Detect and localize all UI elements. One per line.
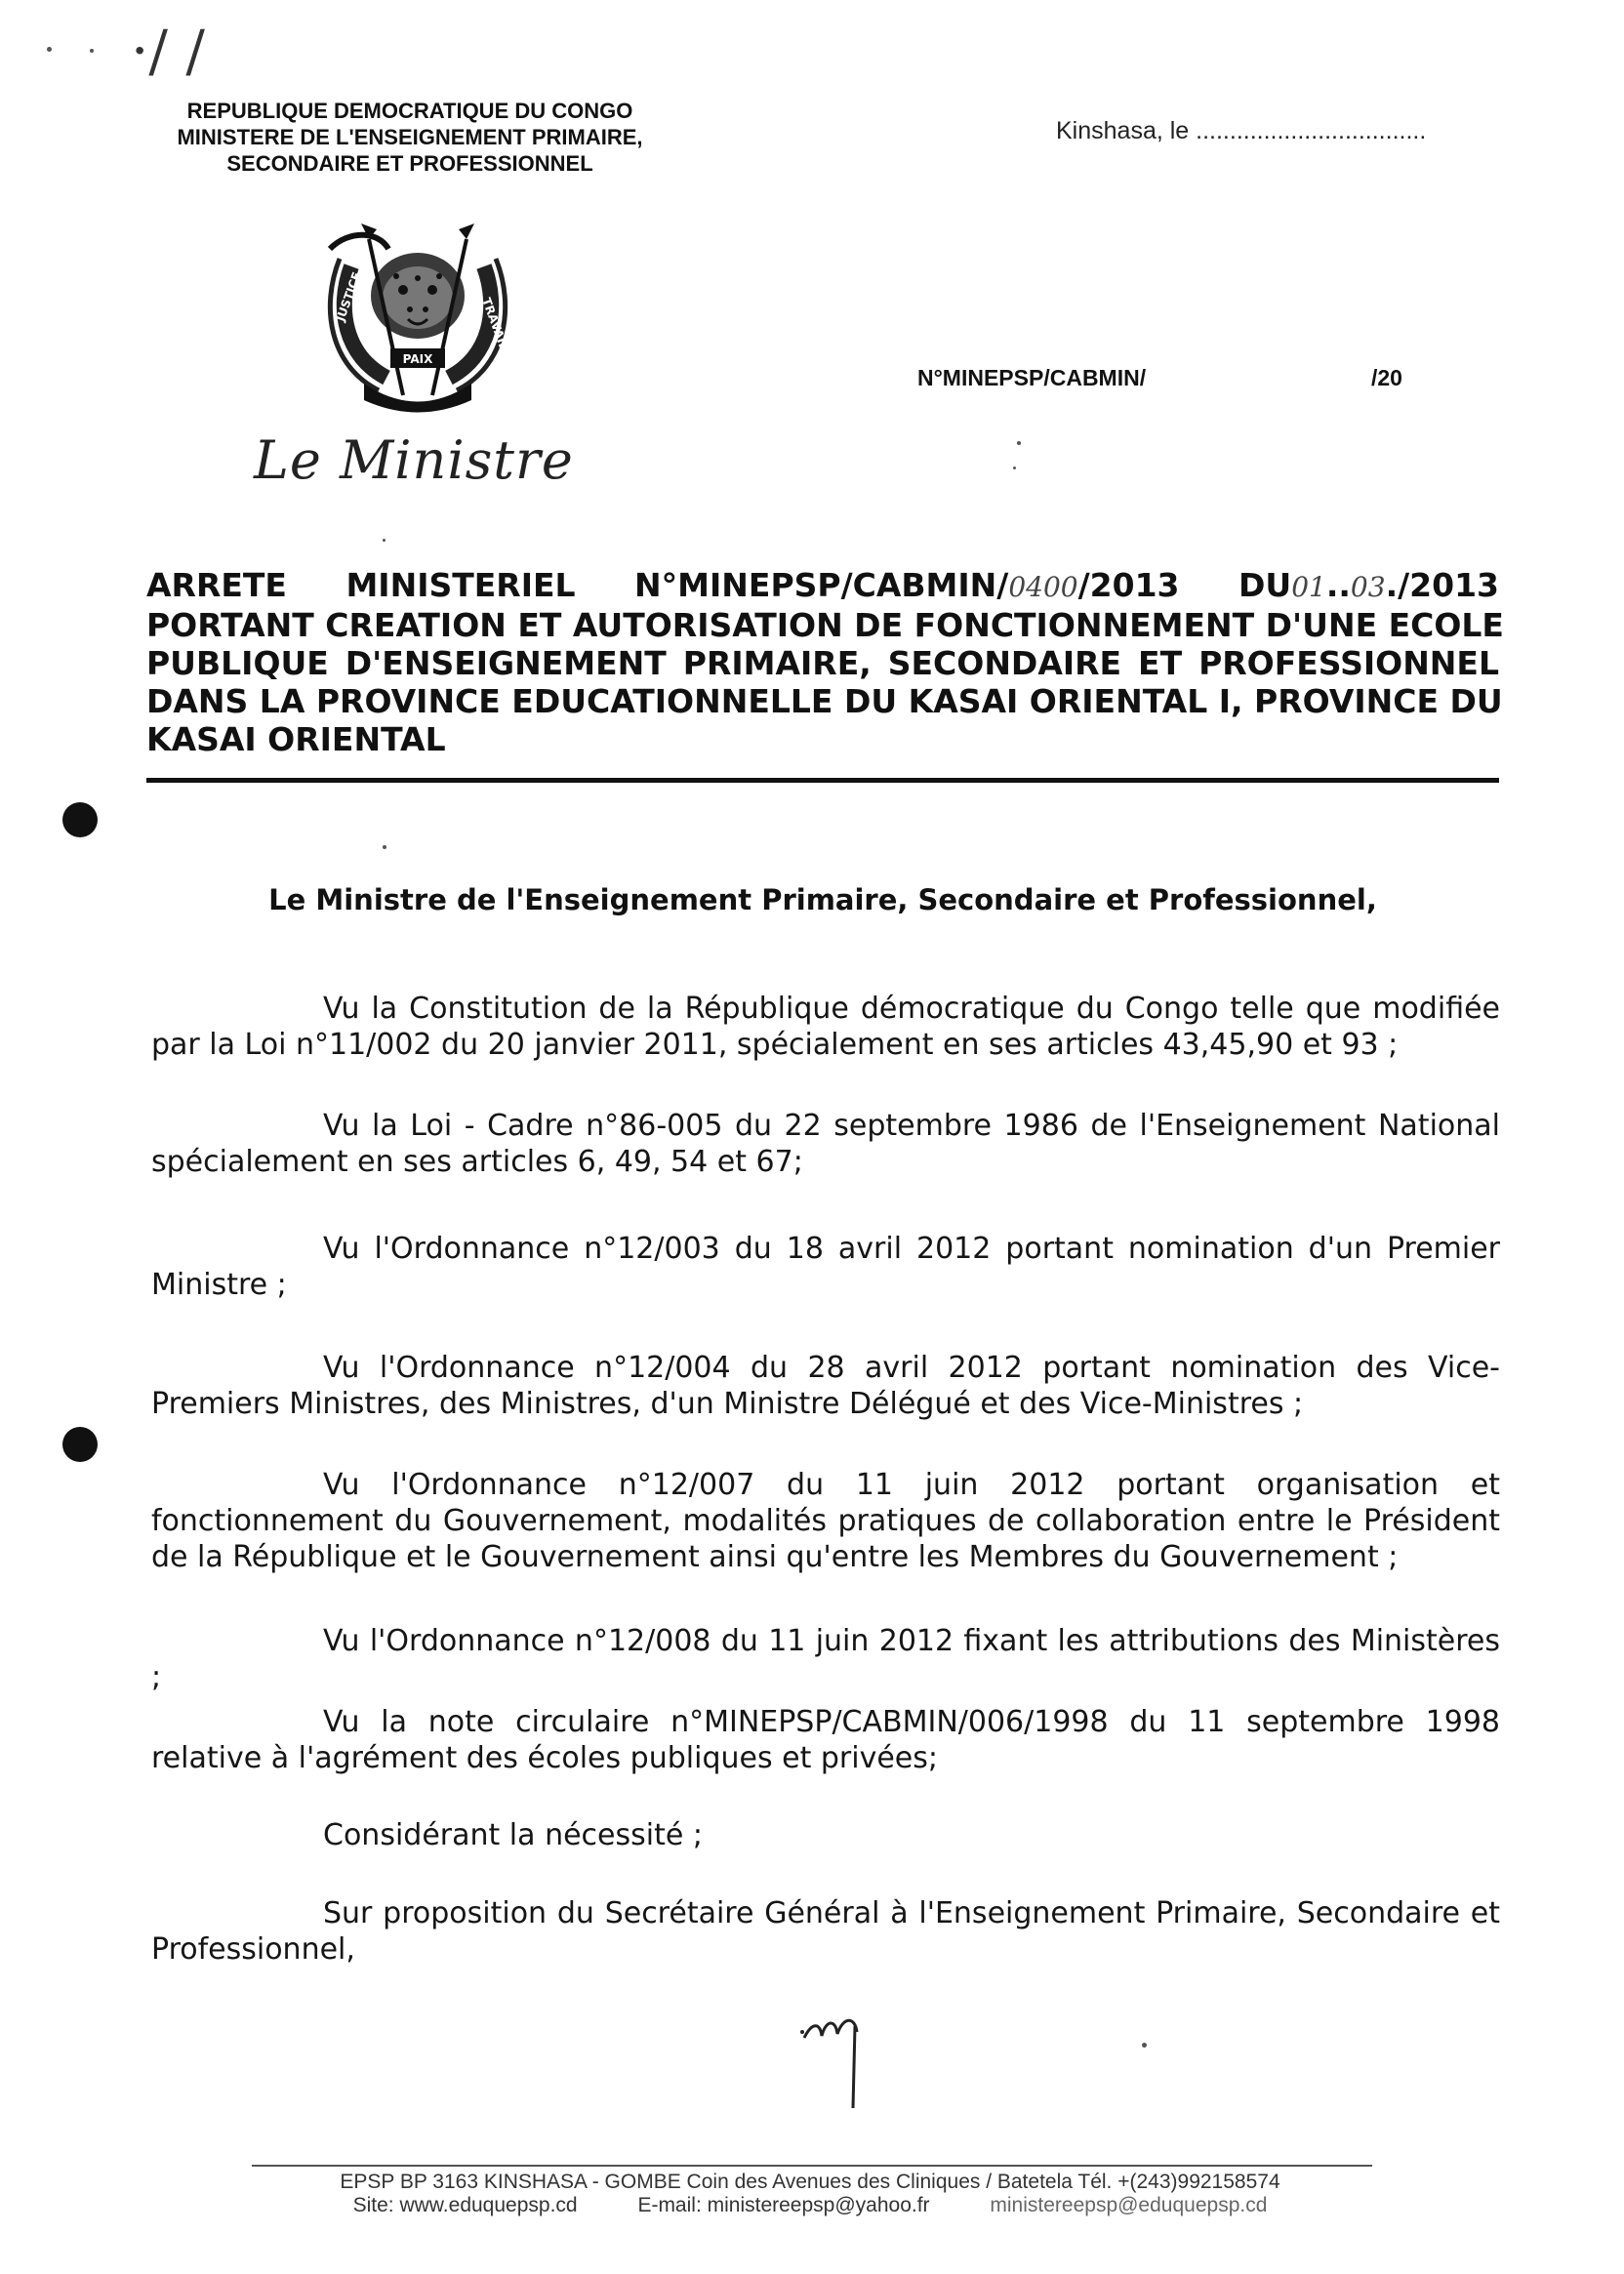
paragraph-7: Vu la note circulaire n°MINEPSP/CABMIN/006/1998 du 11 septembre 1998 relative à l'agrément des écoles publiques et privées; — [151, 1705, 1500, 1775]
footer-divider — [252, 2165, 1372, 2167]
signatory-title: Le Ministre — [254, 429, 574, 491]
ministry-header — [117, 98, 703, 177]
place-date: Kinshasa, le .................................. — [1056, 117, 1427, 144]
handwritten-day: 01 — [1291, 571, 1326, 603]
scan-speck — [47, 47, 52, 52]
scan-speck — [90, 49, 94, 53]
decree-title-line-5: KASAI ORIENTAL — [146, 720, 446, 758]
scan-speck — [383, 845, 386, 849]
corner-mark: ·/ / — [131, 18, 205, 84]
decree-title-line-2: PORTANT CREATION ET AUTORISATION DE FONCTIONNEMENT D'UNE ECOLE — [146, 606, 1504, 644]
coat-of-arms-icon — [310, 220, 525, 425]
paragraph-1: Vu la Constitution de la République démocratique du Congo telle que modifiée par la Loi n°11/002 du 20 janvier 2011, spécialement en ses articles 43,45,90 et 93 ; — [151, 992, 1500, 1062]
decree-title-line-1: ARRETE MINISTERIEL N°MINEPSP/CABMIN/0400/2013 DU01..03./2013 — [146, 566, 1499, 604]
decree-title-line-3: PUBLIQUE D'ENSEIGNEMENT PRIMAIRE, SECONDAIRE ET PROFESSIONNEL — [146, 644, 1499, 682]
reference-number: N°MINEPSP/CABMIN/ — [917, 365, 1147, 390]
motto-center: PAIX — [402, 352, 433, 366]
paragraph-4: Vu l'Ordonnance n°12/004 du 28 avril 2012 portant nomination des Vice-Premiers Ministres, des Ministres, d'un Ministre Délégué et des Vice-Ministres ; — [151, 1351, 1500, 1421]
scan-speck — [383, 539, 386, 542]
paragraph-8: Considérant la nécessité ; — [323, 1818, 703, 1852]
title-divider — [146, 778, 1499, 783]
punch-hole — [62, 802, 98, 837]
scan-speck — [1017, 441, 1021, 445]
ministry-line-2: SECONDAIRE ET PROFESSIONNEL — [226, 151, 593, 176]
footer-address: EPSP BP 3163 KINSHASA - GOMBE Coin des Avenues des Cliniques / Batetela Tél. +(243)992158574 — [340, 2171, 1280, 2193]
decree-title — [146, 566, 1504, 758]
reference-year: /20 — [1371, 365, 1402, 390]
paragraph-2: Vu la Loi - Cadre n°86-005 du 22 septembre 1986 de l'Enseignement National spécialement en ses articles 6, 49, 54 et 67; — [151, 1109, 1500, 1179]
paragraph-3: Vu l'Ordonnance n°12/003 du 18 avril 2012 portant nomination d'un Premier Ministre ; — [151, 1232, 1500, 1302]
punch-hole — [62, 1427, 98, 1462]
footer — [195, 2171, 1425, 2217]
footer-email-2: ministereepsp@eduquepsp.cd — [990, 2194, 1268, 2216]
decree-title-line-4: DANS LA PROVINCE EDUCATIONNELLE DU KASAI ORIENTAL I, PROVINCE DU — [146, 682, 1503, 720]
intro-line: Le Ministre de l'Enseignement Primaire, Secondaire et Professionnel, — [268, 883, 1377, 916]
paragraph-9: Sur proposition du Secrétaire Général à l'Enseignement Primaire, Secondaire et Professionnel, — [151, 1896, 1500, 1967]
handwritten-number: 0400 — [1008, 571, 1078, 603]
handwritten-initials — [798, 2003, 876, 2110]
footer-email: E-mail: ministereepsp@yahoo.fr — [637, 2194, 930, 2216]
paragraph-5: Vu l'Ordonnance n°12/007 du 11 juin 2012 portant organisation et fonctionnement du Gouvernement, modalités pratiques de collaboration entre le Président de la République et le Gouvernement ainsi qu'entre les Membres du Gouvernement ; — [151, 1468, 1500, 1574]
paragraph-6: Vu l'Ordonnance n°12/008 du 11 juin 2012 fixant les attributions des Ministères ; — [151, 1624, 1500, 1694]
motto-left: JUSTICE — [333, 269, 364, 324]
handwritten-month: 03 — [1350, 571, 1386, 603]
footer-site: Site: www.eduquepsp.cd — [352, 2194, 578, 2216]
country-name: REPUBLIQUE DEMOCRATIQUE DU CONGO — [186, 99, 633, 123]
motto-right: TRAVAIL — [479, 296, 511, 352]
scan-speck — [1013, 467, 1016, 469]
scan-speck — [1142, 2043, 1147, 2048]
ministry-line-1: MINISTERE DE L'ENSEIGNEMENT PRIMAIRE, — [177, 125, 643, 149]
